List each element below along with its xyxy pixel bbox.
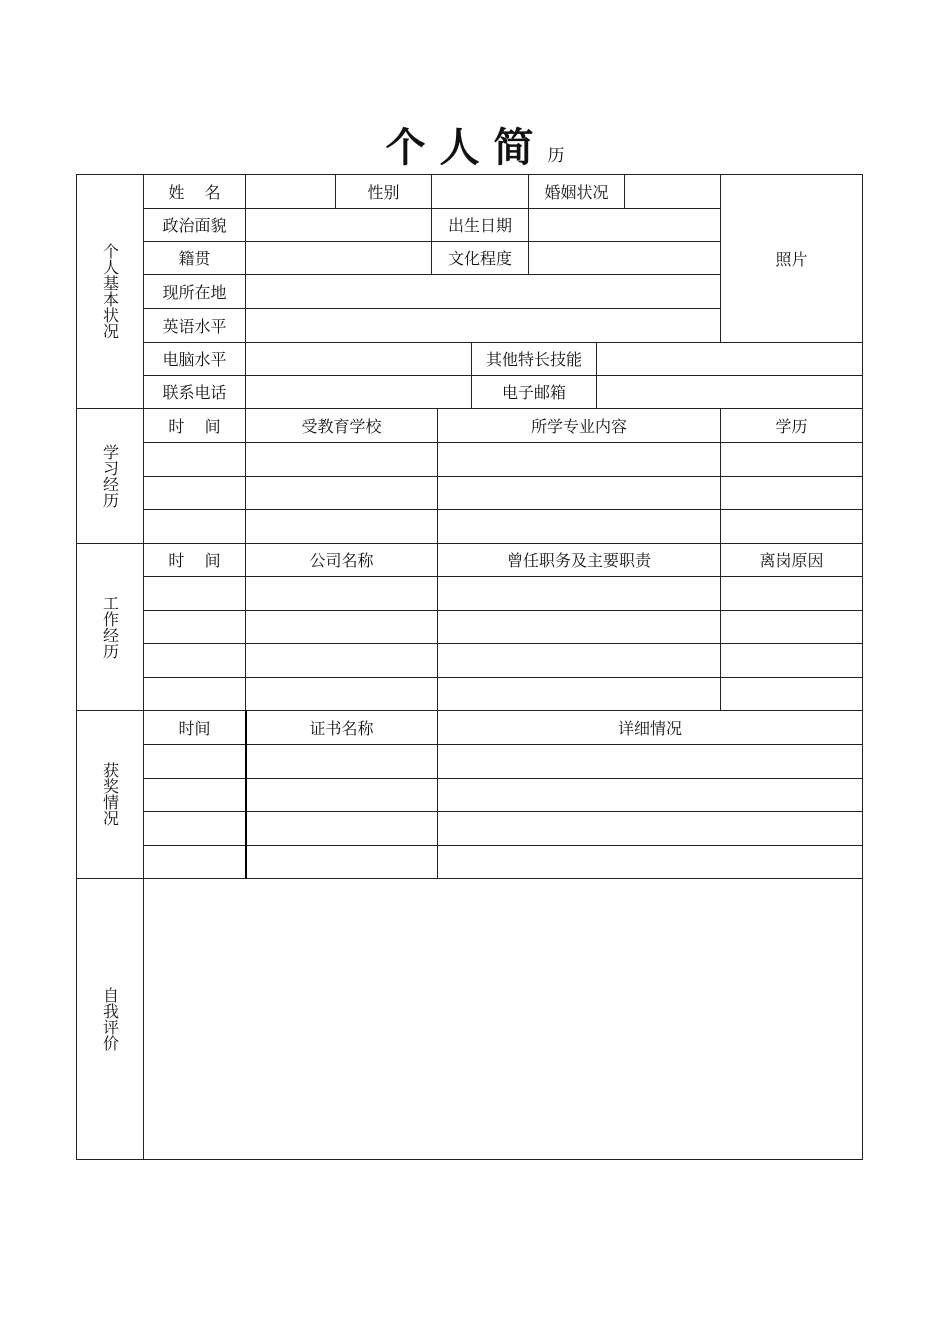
study-header-major: 所学专业内容 <box>530 416 627 436</box>
section-work: 工作经历 <box>100 594 120 659</box>
field-education-level[interactable] <box>529 241 720 274</box>
title-main: 个人简 <box>385 124 548 171</box>
label-gender: 性别 <box>367 182 400 202</box>
label-skills: 其他特长技能 <box>485 350 582 369</box>
label-political: 政治面貌 <box>162 216 227 235</box>
label-native: 籍贯 <box>178 249 211 268</box>
row-line <box>144 778 863 779</box>
label-phone: 联系电话 <box>162 383 227 402</box>
label-name: 姓 名 <box>168 182 221 202</box>
label-education-level: 文化程度 <box>447 249 512 268</box>
awards-header-time: 时间 <box>178 718 211 738</box>
label-marital: 婚姻状况 <box>544 182 609 202</box>
study-header-degree: 学历 <box>775 416 808 436</box>
row-line <box>144 643 863 644</box>
work-header-duties: 曾任职务及主要职责 <box>506 551 651 570</box>
label-birth: 出生日期 <box>447 216 512 235</box>
section-study: 学习经历 <box>100 443 120 508</box>
section-personal: 个人基本状况 <box>100 243 120 339</box>
table-border-bottom <box>76 1159 863 1160</box>
field-political[interactable] <box>246 208 431 241</box>
field-skills[interactable] <box>597 342 862 375</box>
field-email[interactable] <box>597 375 862 408</box>
field-english[interactable] <box>246 308 720 342</box>
label-location: 现所在地 <box>162 282 227 302</box>
label-computer: 电脑水平 <box>162 350 227 369</box>
field-birth[interactable] <box>529 208 720 241</box>
work-header-time: 时 间 <box>168 551 221 570</box>
study-header-time: 时 间 <box>168 416 221 436</box>
awards-header-details: 详细情况 <box>617 718 682 738</box>
work-header-company: 公司名称 <box>309 551 374 570</box>
section-awards: 获奖情况 <box>100 762 120 826</box>
field-phone[interactable] <box>246 375 471 408</box>
table-border-right <box>862 174 863 1160</box>
row-line <box>144 576 863 577</box>
row-line <box>144 677 863 678</box>
row-line <box>144 442 863 443</box>
field-computer[interactable] <box>246 342 471 375</box>
work-header-leave-reason: 离岗原因 <box>759 551 824 570</box>
field-gender[interactable] <box>432 174 528 208</box>
page-title <box>0 120 950 176</box>
label-email: 电子邮箱 <box>501 383 566 402</box>
label-english: 英语水平 <box>162 316 227 336</box>
awards-header-certificate: 证书名称 <box>309 718 374 738</box>
row-line <box>144 509 863 510</box>
row-line <box>144 476 863 477</box>
row-line <box>144 845 863 846</box>
field-location[interactable] <box>246 274 720 308</box>
row-line <box>144 811 863 812</box>
field-name[interactable] <box>246 174 335 208</box>
row-line <box>144 610 863 611</box>
self-evaluation-field[interactable] <box>144 879 862 1159</box>
field-native[interactable] <box>246 241 431 274</box>
field-marital[interactable] <box>625 174 720 208</box>
photo-box[interactable]: 照片 <box>775 249 808 269</box>
section-self-evaluation: 自我评价 <box>100 986 120 1051</box>
row-line <box>144 744 863 745</box>
study-header-school: 受教育学校 <box>301 416 382 436</box>
title-suffix: 历 <box>547 146 565 166</box>
